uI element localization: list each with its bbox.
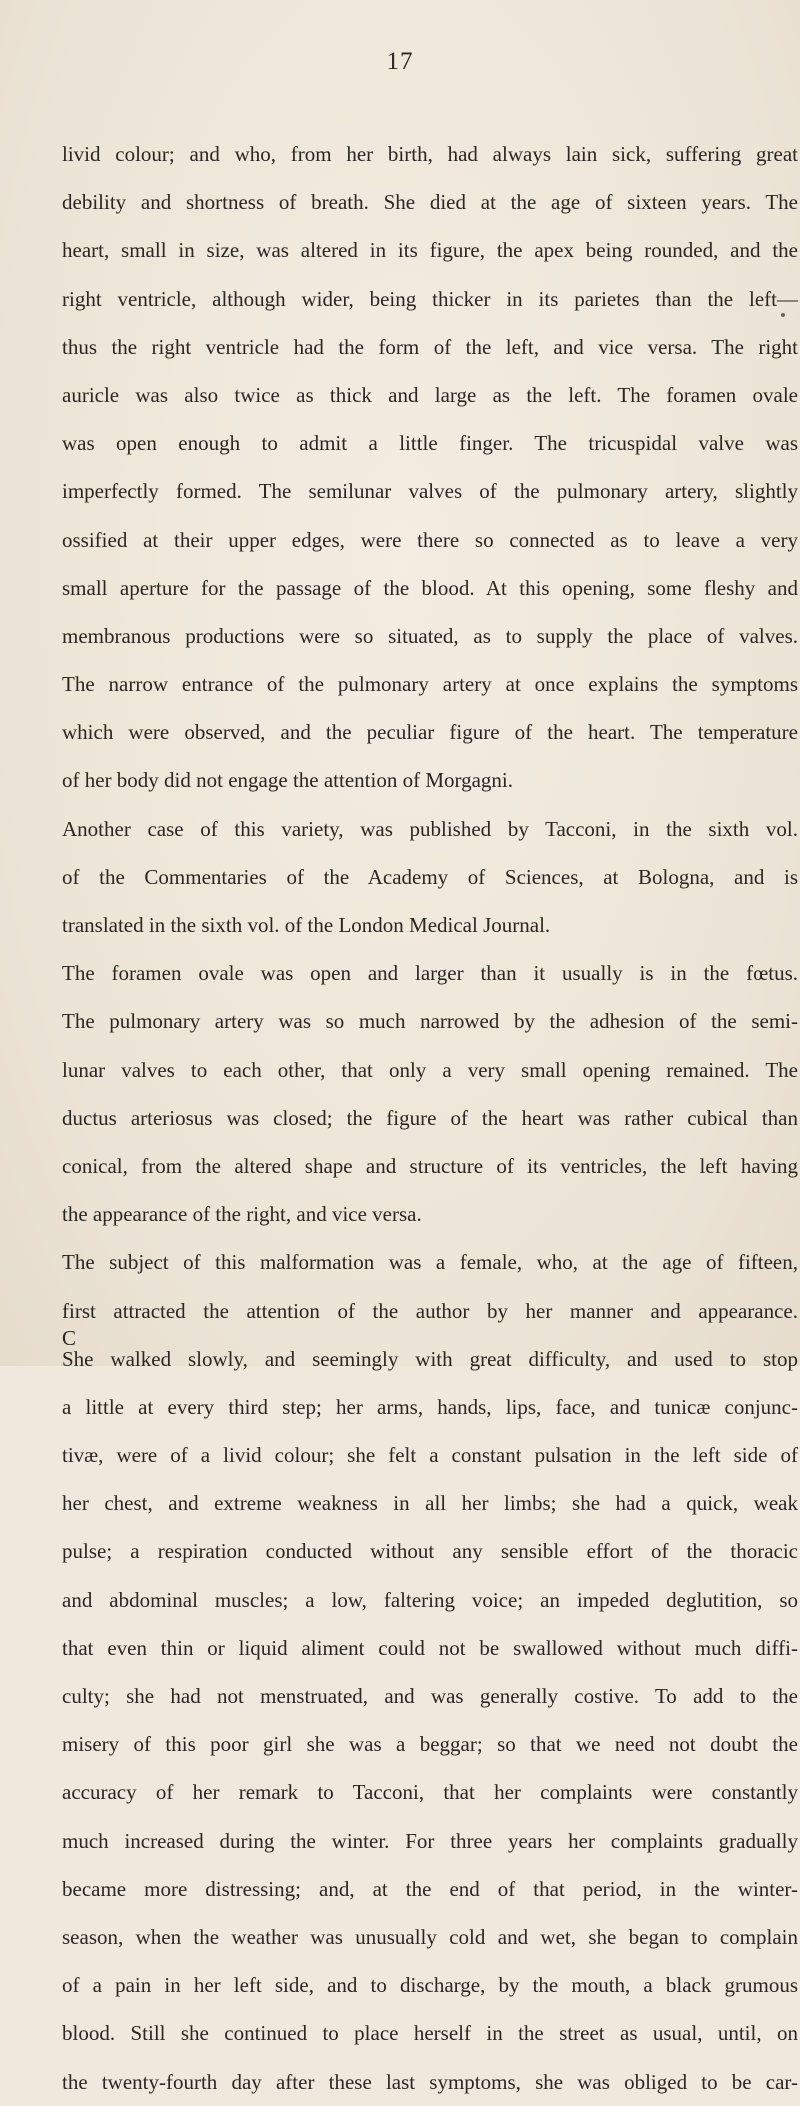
text-line: first attracted the attention of the author by her manner and appearance. xyxy=(62,1298,798,1323)
text-line: heart, small in size, was altered in its figure, the apex being rounded, and the xyxy=(62,238,798,263)
text-line: of the Commentaries of the Academy of Sciences, at Bologna, and is xyxy=(62,864,798,889)
text-line: accuracy of her remark to Tacconi, that her complaints were constantly xyxy=(62,1780,798,1805)
text-line: culty; she had not menstruated, and was generally costive. To add to the xyxy=(62,1684,798,1708)
page-number: 17 xyxy=(386,48,414,75)
ink-speck xyxy=(781,313,785,317)
text-line: much increased during the winter. For three years her complaints gradually xyxy=(62,1828,798,1853)
text-line: became more distressing; and, at the end of that period, in the winter- xyxy=(62,1876,798,1901)
text-line: lunar valves to each other, that only a very small opening remained. The xyxy=(62,1057,798,1082)
text-line: the appearance of the right, and vice versa. xyxy=(62,1202,422,1227)
text-line: ossified at their upper edges, were there so connected as to leave a very xyxy=(62,527,798,552)
text-line: imperfectly formed. The semilunar valves of the pulmonary artery, slightly xyxy=(62,479,798,504)
text-line: tivæ, were of a livid colour; she felt a constant pulsation in the left side of xyxy=(62,1443,798,1468)
text-line: The narrow entrance of the pulmonary artery at once explains the symptoms xyxy=(62,672,798,697)
text-line: which were observed, and the peculiar figure of the heart. The temperature xyxy=(62,720,798,745)
text-line: auricle was also twice as thick and large as the left. The foramen ovale xyxy=(62,382,798,407)
text-line: ductus arteriosus was closed; the figure of the heart was rather cubical than xyxy=(62,1105,798,1130)
text-line: and abdominal muscles; a low, faltering voice; an impeded deglutition, so xyxy=(62,1587,798,1612)
text-line: blood. Still she continued to place herself in the street as usual, until, on xyxy=(62,2021,798,2046)
text-line: livid colour; and who, from her birth, had always lain sick, suffering great xyxy=(62,142,798,166)
text-line: Another case of this variety, was published by Tacconi, in the sixth vol. xyxy=(62,816,798,841)
text-line: conical, from the altered shape and structure of its ventricles, the left having xyxy=(62,1153,798,1178)
text-line: The pulmonary artery was so much narrowed by the adhesion of the semi- xyxy=(62,1009,798,1034)
text-line: a little at every third step; her arms, hands, lips, face, and tunicæ conjunc- xyxy=(62,1394,798,1419)
text-line: debility and shortness of breath. She died at the age of sixteen years. The xyxy=(62,190,798,215)
text-line: She walked slowly, and seemingly with great difficulty, and used to stop xyxy=(62,1346,798,1371)
text-line: thus the right ventricle had the form of the left, and vice versa. The right xyxy=(62,334,798,359)
text-line: that even thin or liquid aliment could not be swallowed without much diffi- xyxy=(62,1635,798,1660)
text-line: misery of this poor girl she was a beggar; so that we need not doubt the xyxy=(62,1732,798,1757)
text-line: right ventricle, although wider, being thicker in its parietes than the left— xyxy=(62,286,798,311)
text-line: her chest, and extreme weakness in all her limbs; she had a quick, weak xyxy=(62,1491,798,1516)
text-line: The foramen ovale was open and larger than it usually is in the fœtus. xyxy=(62,961,798,986)
body-text xyxy=(62,130,798,2106)
text-line: translated in the sixth vol. of the London Medical Journal. xyxy=(62,913,551,937)
text-line: was open enough to admit a little finger. The tricuspidal valve was xyxy=(62,431,798,456)
text-line: of a pain in her left side, and to discharge, by the mouth, a black grumous xyxy=(62,1973,798,1998)
text-line: The subject of this malformation was a female, who, at the age of fifteen, xyxy=(62,1250,798,1275)
text-line: pulse; a respiration conducted without any sensible effort of the thoracic xyxy=(62,1539,798,1564)
text-line: small aperture for the passage of the blood. At this opening, some fleshy and xyxy=(62,575,798,600)
text-line: season, when the weather was unusually cold and wet, she began to complain xyxy=(62,1924,798,1949)
text-line: the twenty-fourth day after these last symptoms, she was obliged to be car- xyxy=(62,2069,798,2094)
text-line: membranous productions were so situated, as to supply the place of valves. xyxy=(62,623,798,648)
text-line: of her body did not engage the attention of Morgagni. xyxy=(62,768,514,793)
signature-mark: C xyxy=(62,1326,77,1350)
